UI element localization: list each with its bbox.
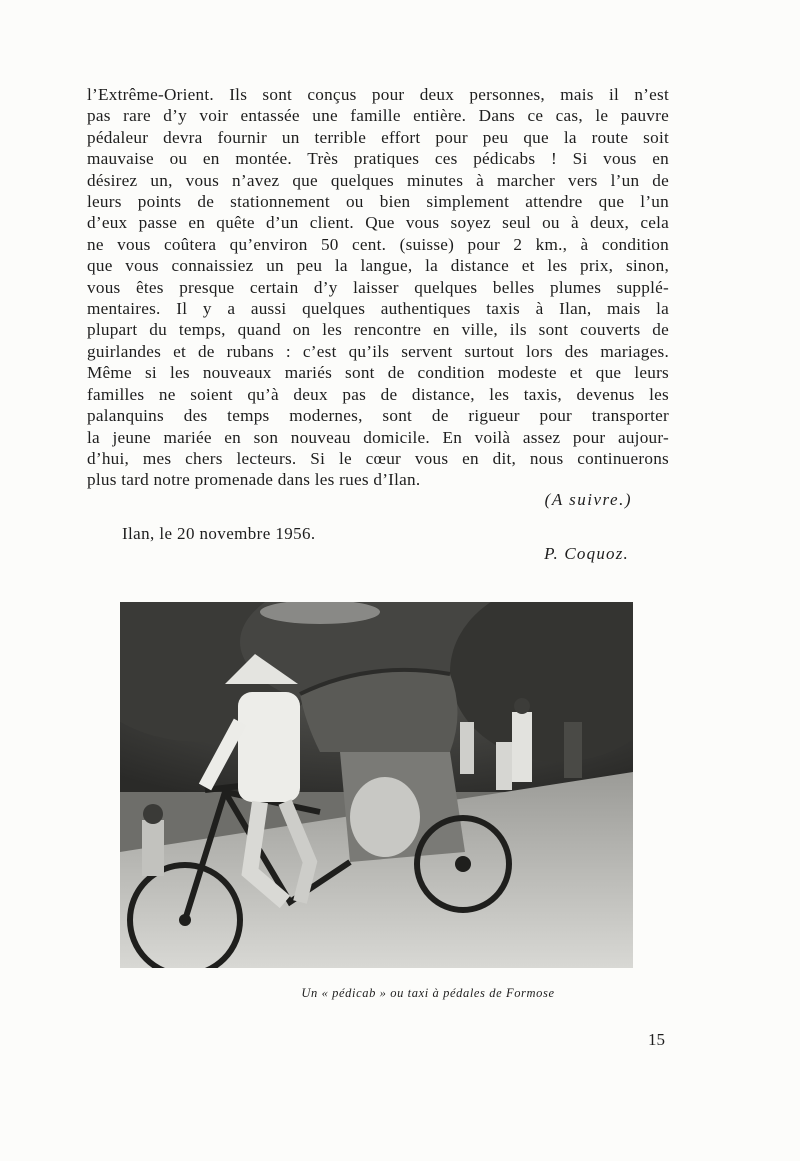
author-signature: P. Coquoz. bbox=[544, 544, 629, 563]
article-line: que vous connaissiez un peu la langue, la distance et les prix, sinon, bbox=[87, 256, 669, 276]
bystander-head bbox=[514, 698, 530, 714]
page-number: 15 bbox=[648, 1030, 665, 1049]
article-line: pédaleur devra fournir un terrible effort pour peu que la route soit bbox=[87, 127, 669, 147]
article-line: palanquins des temps modernes, sont de rigueur pour transporter bbox=[87, 406, 669, 426]
article-line: vous êtes presque certain d’y laisser quelques belles plumes supplé- bbox=[87, 277, 669, 297]
article-line: plupart du temps, quand on les rencontre en ville, ils sont couverts de bbox=[87, 320, 669, 340]
article-line: ne vous coûtera qu’environ 50 cent. (suisse) pour 2 km., à condition bbox=[87, 234, 669, 254]
bystander bbox=[496, 742, 512, 790]
pedicab-photograph bbox=[120, 602, 633, 968]
child bbox=[142, 820, 164, 876]
child-head bbox=[143, 804, 163, 824]
article-line: mentaires. Il y a aussi quelques authentiques taxis à Ilan, mais la bbox=[87, 299, 669, 319]
article-line: d’hui, mes chers lecteurs. Si le cœur vous en dit, nous continuerons bbox=[87, 448, 669, 468]
article-line: désirez un, vous n’avez que quelques minutes à marcher vers l’un de bbox=[87, 170, 669, 190]
article-line: Même si les nouveaux mariés sont de condition modeste et que leurs bbox=[87, 363, 669, 383]
article-line: mauvaise ou en montée. Très pratiques ces pédicabs ! Si vous en bbox=[87, 149, 669, 169]
article-line: d’eux passe en quête d’un client. Que vous soyez seul ou à deux, cela bbox=[87, 213, 669, 233]
article-line: l’Extrême-Orient. Ils sont conçus pour deux personnes, mais il n’est bbox=[87, 85, 669, 104]
article-line: guirlandes et de rubans : c’est qu’ils servent surtout lors des mariages. bbox=[87, 341, 669, 361]
article-line: familles ne soient qu’à deux pas de distance, les taxis, devenus les bbox=[87, 384, 669, 404]
article-line: pas rare d’y voir entassée une famille entière. Dans ce cas, le pauvre bbox=[87, 106, 669, 126]
to-be-continued-note: (A suivre.) bbox=[544, 490, 632, 509]
article-line: leurs points de stationnement ou bien simplement attendre que l’un bbox=[87, 192, 669, 212]
bystander bbox=[564, 722, 582, 778]
figure-caption: Un « pédicab » ou taxi à pédales de Formose bbox=[301, 986, 555, 1000]
bystander bbox=[512, 712, 532, 782]
pedicab-hub bbox=[455, 856, 471, 872]
place-and-date: Ilan, le 20 novembre 1956. bbox=[122, 524, 316, 543]
passenger bbox=[350, 777, 420, 857]
article-body bbox=[87, 84, 669, 491]
cyclist-body bbox=[238, 692, 300, 802]
article-line: la jeune mariée en son nouveau domicile. En voilà assez pour aujour- bbox=[87, 427, 669, 447]
bystander bbox=[460, 722, 474, 774]
article-line: plus tard notre promenade dans les rues d’Ilan. bbox=[87, 470, 421, 490]
